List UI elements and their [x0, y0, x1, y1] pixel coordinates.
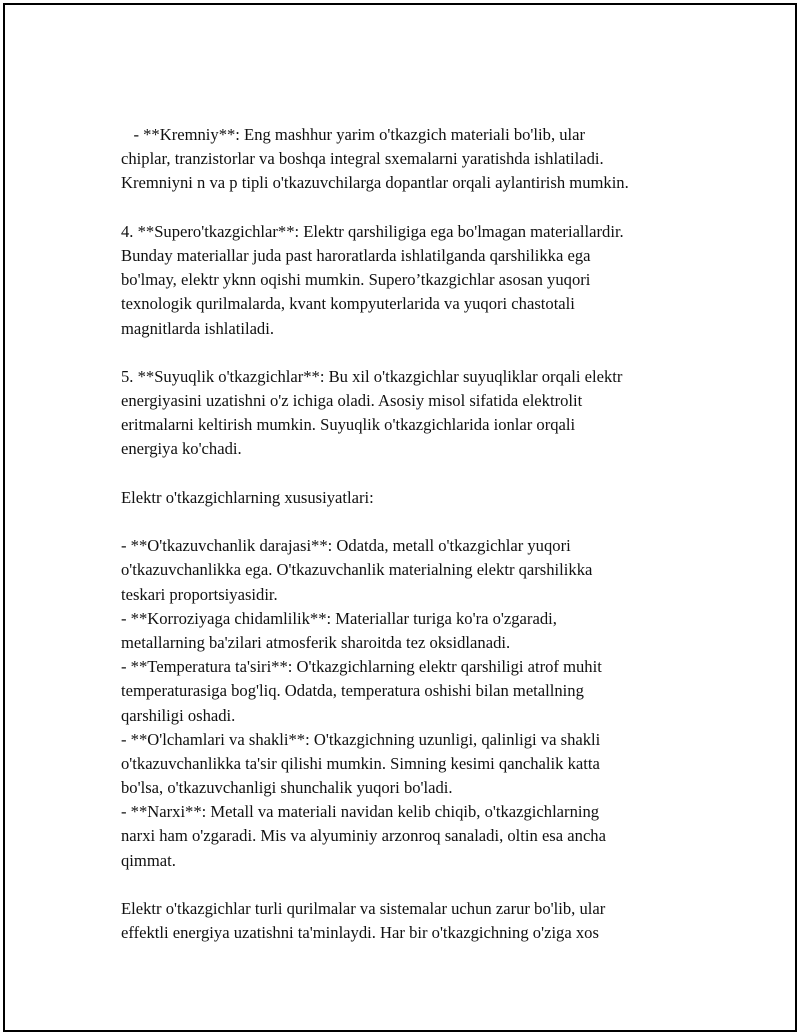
text-line: - **Korroziyaga chidamlilik**: Materiallar turiga ko'ra o'zgaradi,	[121, 608, 557, 628]
text-line: Kremniyni n va p tipli o'tkazuvchilarga dopantlar orqali aylantirish mumkin.	[121, 173, 629, 193]
paragraph-properties-list	[121, 534, 701, 873]
paragraph-kremniy	[121, 123, 701, 196]
text-line: narxi ham o'zgaradi. Mis va alyuminiy arzonroq sanaladi, oltin esa ancha	[121, 826, 606, 846]
paragraph-gap	[121, 462, 701, 486]
text-line: qarshiligi oshadi.	[121, 705, 236, 725]
text-line: 5. **Suyuqlik o'tkazgichlar**: Bu xil o'tkazgichlar suyuqliklar orqali elektr	[121, 366, 623, 386]
paragraph-conclusion	[121, 897, 701, 945]
text-line: temperaturasiga bog'liq. Odatda, temperatura oshishi bilan metallning	[121, 681, 584, 701]
text-line: magnitlarda ishlatiladi.	[121, 318, 274, 338]
text-line: - **O'lchamlari va shakli**: O'tkazgichning uzunligi, qalinligi va shakli	[121, 729, 601, 749]
text-line: metallarning ba'zilari atmosferik sharoitda tez oksidlanadi.	[121, 632, 511, 652]
text-line: 4. **Supero'tkazgichlar**: Elektr qarshiligiga ega bo'lmagan materiallardir.	[121, 221, 624, 241]
section-heading-xususiyatlari	[121, 486, 701, 510]
text-line: - **O'tkazuvchanlik darajasi**: Odatda, metall o'tkazgichlar yuqori	[121, 536, 571, 556]
text-line: o'tkazuvchanlikka ta'sir qilishi mumkin. Simning kesimi qanchalik katta	[121, 753, 600, 773]
paragraph-gap	[121, 341, 701, 365]
document-body	[121, 123, 701, 945]
text-line: - **Kremniy**: Eng mashhur yarim o'tkazgich materiali bo'lib, ular	[121, 125, 586, 144]
text-line: chiplar, tranzistorlar va boshqa integral sxemalarni yaratishda ishlatiladi.	[121, 149, 604, 169]
text-line: bo'lmay, elektr yknn oqishi mumkin. Supero’tkazgichlar asosan yuqori	[121, 270, 591, 290]
text-line: - **Temperatura ta'siri**: O'tkazgichlarning elektr qarshiligi atrof muhit	[121, 657, 602, 677]
paragraph-gap	[121, 196, 701, 220]
page-frame	[3, 3, 797, 1032]
text-line: Bunday materiallar juda past haroratlarda ishlatilganda qarshilikka ega	[121, 245, 591, 265]
text-line: effektli energiya uzatishni ta'minlaydi. Har bir o'tkazgichning o'ziga xos	[121, 923, 599, 943]
text-line: qimmat.	[121, 850, 176, 870]
text-line: Elektr o'tkazgichlar turli qurilmalar va sistemalar uchun zarur bo'lib, ular	[121, 899, 606, 918]
text-line: - **Narxi**: Metall va materiali navidan kelib chiqib, o'tkazgichlarning	[121, 802, 600, 822]
paragraph-superotkazgichlar	[121, 220, 701, 341]
text-line: Elektr o'tkazgichlarning xususiyatlari:	[121, 487, 374, 507]
text-line: o'tkazuvchanlikka ega. O'tkazuvchanlik materialning elektr qarshilikka	[121, 560, 593, 580]
text-line: energiyasini uzatishni o'z ichiga oladi. Asosiy misol sifatida elektrolit	[121, 391, 583, 411]
paragraph-gap	[121, 510, 701, 534]
text-line: texnologik qurilmalarda, kvant kompyuterlarida va yuqori chastotali	[121, 294, 575, 314]
paragraph-suyuqlik	[121, 365, 701, 462]
paragraph-gap	[121, 873, 701, 897]
text-line: eritmalarni keltirish mumkin. Suyuqlik o'tkazgichlarida ionlar orqali	[121, 415, 576, 435]
text-line: bo'lsa, o'tkazuvchanligi shunchalik yuqori bo'ladi.	[121, 778, 453, 798]
text-line: teskari proportsiyasidir.	[121, 584, 278, 604]
text-line: energiya ko'chadi.	[121, 439, 242, 459]
